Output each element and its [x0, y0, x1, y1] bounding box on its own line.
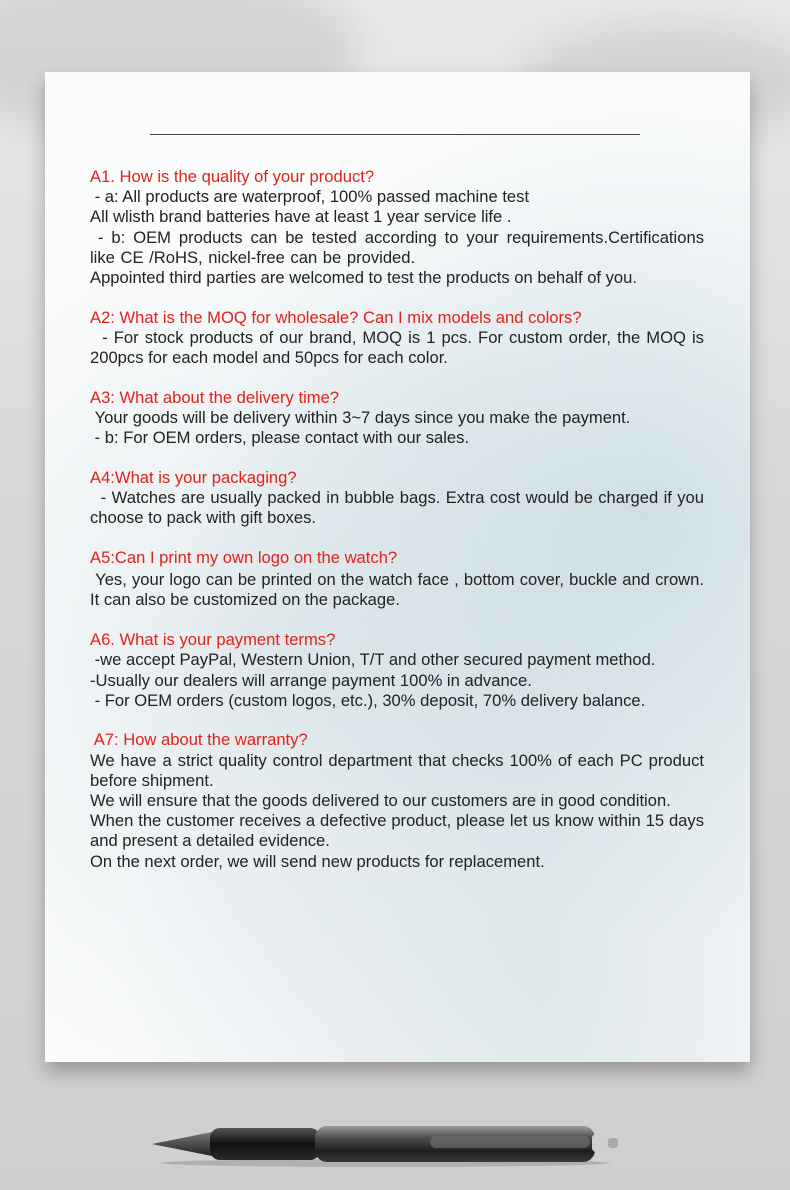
faq-item-a3 — [90, 388, 704, 449]
faq-answer-line: Yes, your logo can be printed on the watch face , bottom cover, buckle and crown. It can also be customized on the package. — [90, 570, 709, 610]
faq-list — [90, 167, 710, 891]
header-divider — [150, 134, 640, 135]
faq-question: A4:What is your packaging? — [90, 467, 297, 487]
faq-item-a2 — [90, 307, 709, 369]
faq-answer-line: Your goods will be delivery within 3~7 days since you make the payment. — [90, 408, 631, 428]
faq-question: A3: What about the delivery time? — [90, 387, 340, 407]
faq-answer-line: We will ensure that the goods delivered to our customers are in good condition. — [90, 791, 671, 811]
faq-answer-line: Appointed third parties are welcomed to test the products on behalf of you. — [90, 268, 638, 288]
faq-question: A6. What is your payment terms? — [90, 630, 336, 650]
pen-illustration — [150, 1118, 620, 1168]
faq-answer-line: - Watches are usually packed in bubble bags. Extra cost would be charged if you choose to pack with gift boxes. — [90, 488, 709, 528]
faq-answer-line: - For OEM orders (custom logos, etc.), 30% deposit, 70% delivery balance. — [90, 690, 646, 710]
faq-answer-line: On the next order, we will send new products for replacement. — [90, 851, 545, 871]
faq-question: A5:Can I print my own logo on the watch? — [90, 548, 398, 568]
faq-answer-line: -Usually our dealers will arrange payment 100% in advance. — [90, 670, 532, 690]
faq-item-a6 — [90, 630, 704, 711]
faq-item-a7 — [90, 730, 709, 871]
faq-answer-line: - b: For OEM orders, please contact with our sales. — [90, 428, 470, 448]
faq-answer-line: - b: OEM products can be tested according to your requirements.Certifications like CE /RoHS, nickel-free can be provided. — [90, 227, 710, 267]
faq-question: A7: How about the warranty? — [90, 730, 308, 750]
faq-answer-line: All wlisth brand batteries have at least 1 year service life . — [90, 207, 512, 227]
faq-item-a1 — [90, 167, 710, 288]
faq-item-a4 — [90, 467, 709, 529]
faq-answer-line: When the customer receives a defective product, please let us know within 15 days and present a detailed evidence. — [90, 811, 709, 851]
faq-answer-line: - For stock products of our brand, MOQ is 1 pcs. For custom order, the MOQ is 200pcs for each model and 50pcs for each color. — [90, 327, 709, 368]
faq-question: A2: What is the MOQ for wholesale? Can I mix models and colors? — [90, 307, 582, 327]
faq-answer-line: We have a strict quality control department that checks 100% of each PC product before shipment. — [90, 750, 709, 790]
faq-item-a5 — [90, 548, 709, 611]
faq-answer-line: - a: All products are waterproof, 100% passed machine test — [90, 187, 530, 207]
faq-question: A1. How is the quality of your product? — [90, 167, 375, 186]
faq-answer-line: -we accept PayPal, Western Union, T/T and other secured payment method. — [90, 650, 656, 670]
faq-paper-sheet — [45, 72, 750, 1062]
